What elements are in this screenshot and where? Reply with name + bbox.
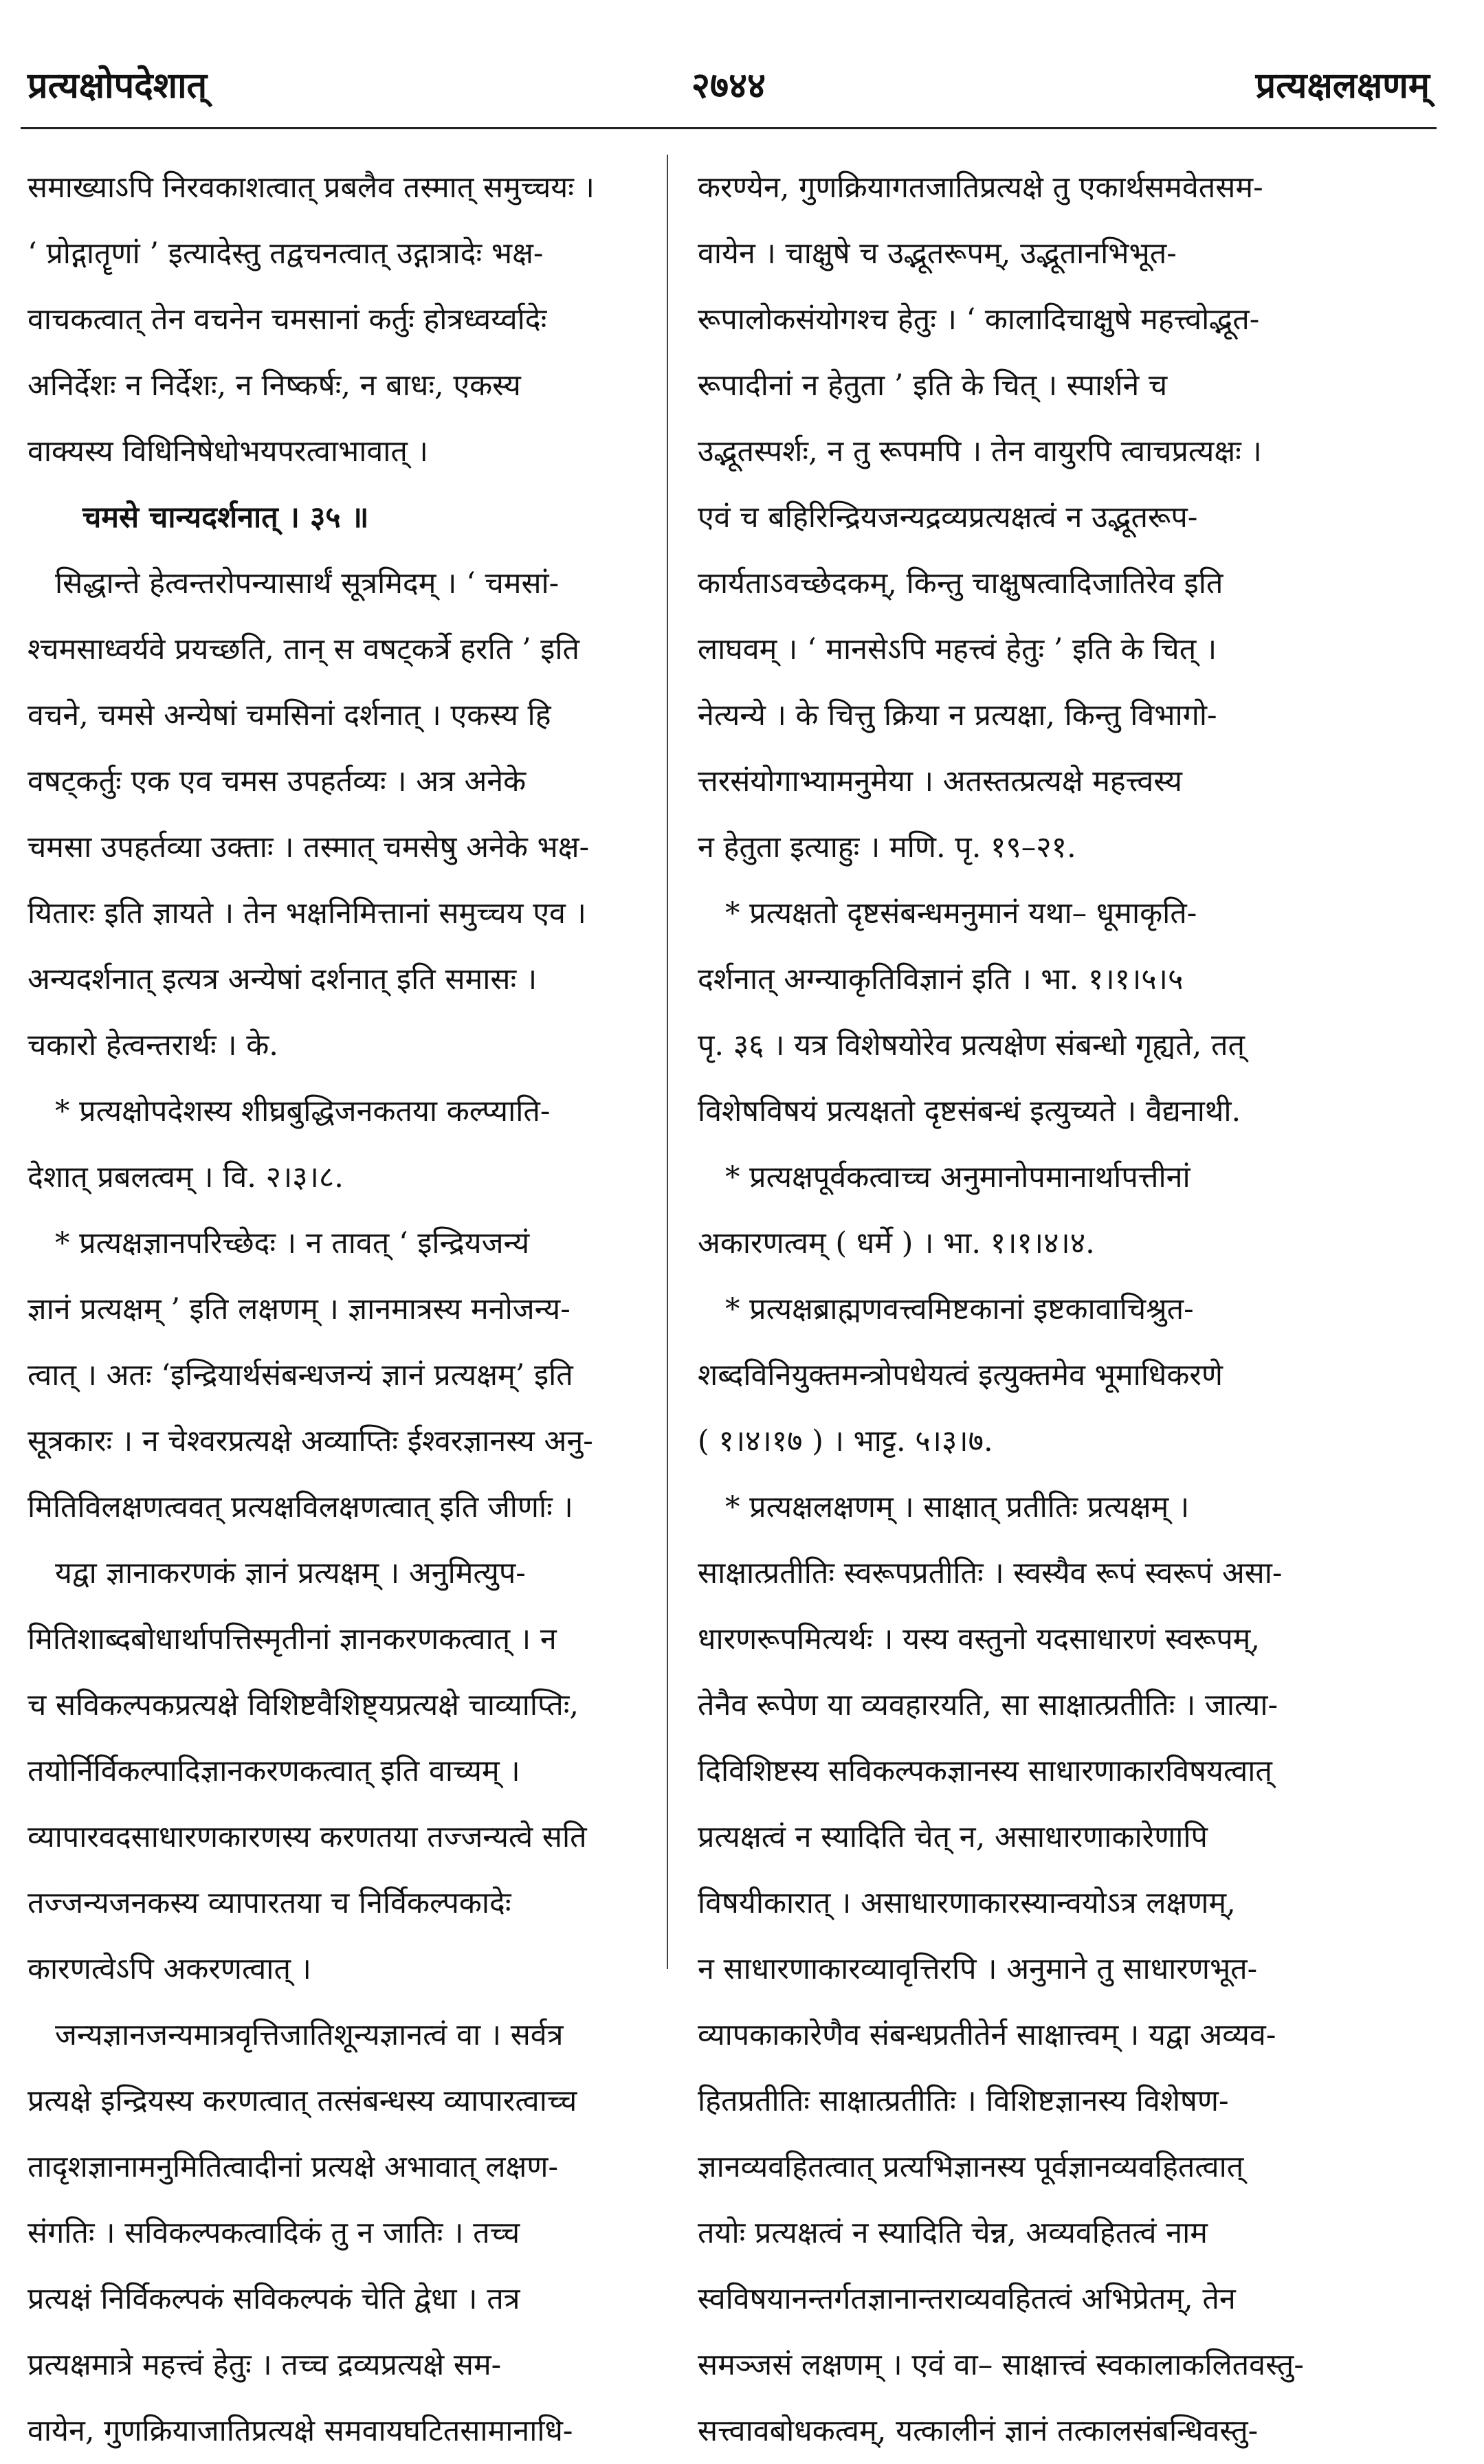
text-line: मितिविलक्षणत्ववत् प्रत्यक्षविलक्षणत्वात् इति जीर्णाः । xyxy=(27,1490,573,1524)
text-line: प्रत्यक्षत्वं न स्यादिति चेत् न, असाधारणाकारेणापि xyxy=(698,1820,1208,1854)
right-column xyxy=(698,155,1333,2464)
text-line: लाघवम् । ‘ मानसेऽपि महत्त्वं हेतुः ’ इति के चित् । xyxy=(698,632,1217,667)
text-line: एवं च बहिरिन्द्रियजन्यद्रव्यप्रत्यक्षत्वं न उद्भूतरूप- xyxy=(698,500,1198,535)
text-line: अन्यदर्शनात् इत्यत्र अन्येषां दर्शनात् इति समासः । xyxy=(27,962,538,997)
text-line: तयोर्निर्विकल्पादिज्ञानकरणकत्वात् इति वाच्यम् । xyxy=(27,1754,520,1788)
sutra-heading: चमसे चान्यदर्शनात् । ३५ ॥ xyxy=(82,500,369,535)
text-line: त्तरसंयोगाभ्यामनुमेया । अतस्तत्प्रत्यक्षे महत्त्वस्य xyxy=(698,764,1182,799)
text-line: सत्त्वावबोधकत्वम्, यत्कालीनं ज्ञानं तत्कालसंबन्धिवस्तु- xyxy=(698,2414,1259,2448)
text-line: वषट्कर्तुः एक एव चमस उपहर्तव्यः । अत्र अनेके xyxy=(27,764,527,799)
text-line: नेत्यन्ये । के चित्तु क्रिया न प्रत्यक्षा, किन्तु विभागो- xyxy=(698,698,1217,733)
text-line: यितारः इति ज्ञायते । तेन भक्षनिमित्तानां समुच्चय एव । xyxy=(27,896,586,931)
text-line: जन्यज्ञानजन्यमात्रवृत्तिजातिशून्यज्ञानत्वं वा । सर्वत्र xyxy=(55,2018,564,2052)
text-line: प्रत्यक्षे इन्द्रियस्य करणत्वात् तत्संबन्धस्य व्यापारत्वाच्च xyxy=(27,2084,577,2118)
text-line: यद्वा ज्ञानाकरणकं ज्ञानं प्रत्यक्षम् । अनुमित्युप- xyxy=(55,1556,526,1590)
text-line: करण्येन, गुणक्रियागतजातिप्रत्यक्षे तु एकार्थसमवेतसम- xyxy=(698,170,1263,205)
text-line: सूत्रकारः । न चेश्वरप्रत्यक्षे अव्याप्तिः ईश्वरज्ञानस्य अनु- xyxy=(27,1424,593,1458)
entry-heading: * प्रत्यक्षोपदेशस्य शीघ्रबुद्धिजनकतया कल्प्याति- xyxy=(55,1094,551,1129)
entry-heading: * प्रत्यक्षब्राह्मणवत्त्वमिष्टकानां इष्टकावाचिश्रुत- xyxy=(725,1292,1194,1327)
entry-heading: * प्रत्यक्षतो दृष्टसंबन्धमनुमानं यथा– धूमाकृति- xyxy=(725,896,1197,931)
text-line: अकारणत्वम् ( धर्मे ) । भा. १।१।४।४. xyxy=(698,1226,1095,1261)
header-left-headword: प्रत्यक्षोपदेशात् xyxy=(27,65,208,107)
text-line: समञ्जसं लक्षणम् । एवं वा– साक्षात्त्वं स्वकालाकलितवस्तु- xyxy=(698,2348,1304,2382)
text-line: पृ. ३६ । यत्र विशेषयोरेव प्रत्यक्षेण संबन्धो गृह्यते, तत् xyxy=(698,1028,1245,1063)
text-line: कार्यताऽवच्छेदकम्, किन्तु चाक्षुषत्वादिजातिरेव इति xyxy=(698,566,1223,601)
text-line: व्यापारवदसाधारणकारणस्य करणतया तज्जन्यत्वे सति xyxy=(27,1820,587,1854)
page-number: २७४४ xyxy=(691,65,766,107)
text-line: दिविशिष्टस्य सविकल्पकज्ञानस्य साधारणाकारविषयत्वात् xyxy=(698,1754,1272,1788)
text-line: समाख्याऽपि निरवकाशत्वात् प्रबलैव तस्मात् समुच्चयः । xyxy=(27,170,595,205)
entry-heading: * प्रत्यक्षलक्षणम् । साक्षात् प्रतीतिः प्रत्यक्षम् । xyxy=(725,1490,1190,1524)
text-line: ज्ञानव्यवहितत्वात् प्रत्यभिज्ञानस्य पूर्वज्ञानव्यवहितत्वात् xyxy=(698,2150,1244,2184)
left-column xyxy=(27,155,663,2464)
text-line: वाचकत्वात् तेन वचनेन चमसानां कर्तुः होत्रध्वर्य्वादेः xyxy=(27,302,547,337)
text-line: व्यापकाकारेणैव संबन्धप्रतीतेर्न साक्षात्त्वम् । यद्वा अव्यव- xyxy=(698,2018,1276,2052)
text-line: तादृशज्ञानामनुमितित्वादीनां प्रत्यक्षे अभावात् लक्षण- xyxy=(27,2150,559,2184)
text-line: शब्दविनियुक्तमन्त्रोपधेयत्वं इत्युक्तमेव भूमाधिकरणे xyxy=(698,1358,1223,1392)
text-line: च सविकल्पकप्रत्यक्षे विशिष्टवैशिष्ट्यप्रत्यक्षे चाव्याप्तिः, xyxy=(27,1688,579,1722)
text-line: तयोः प्रत्यक्षत्वं न स्यादिति चेन्न, अव्यवहितत्वं नाम xyxy=(698,2216,1208,2250)
text-line: वायेन । चाक्षुषे च उद्भूतरूपम्, उद्भूतानभिभूत- xyxy=(698,236,1177,271)
text-line: धारणरूपमित्यर्थः । यस्य वस्तुनो यदसाधारणं स्वरूपम्, xyxy=(698,1622,1260,1656)
text-line: श्चमसाध्वर्यवे प्रयच्छति, तान् स वषट्कर्त्रे हरति ’ इति xyxy=(27,632,580,667)
text-line: साक्षात्प्रतीतिः स्वरूपप्रतीतिः । स्वस्यैव रूपं स्वरूपं असा- xyxy=(698,1556,1283,1590)
text-line: वायेन, गुणक्रियाजातिप्रत्यक्षे समवायघटितसामानाधि- xyxy=(27,2414,573,2448)
text-line: दर्शनात् अग्न्याकृतिविज्ञानं इति । भा. १।१।५।५ xyxy=(698,962,1184,997)
text-line: तज्जन्यजनकस्य व्यापारतया च निर्विकल्पकादेः xyxy=(27,1886,511,1920)
text-line: रूपादीनां न हेतुता ’ इति के चित् । स्पार्शने च xyxy=(698,368,1168,403)
page-header xyxy=(27,48,1430,124)
text-line: विषयीकारात् । असाधारणाकारस्यान्वयोऽत्र लक्षणम्, xyxy=(698,1886,1236,1920)
header-right-headword: प्रत्यक्षलक्षणम् xyxy=(1255,65,1430,107)
text-line: अनिर्देशः न निर्देशः, न निष्कर्षः, न बाधः, एकस्य xyxy=(27,368,521,403)
text-line: ‘ प्रोद्गातॄणां ’ इत्यादेस्तु तद्वचनत्वात् उद्गात्रादेः भक्ष- xyxy=(27,236,544,271)
text-line: उद्भूतस्पर्शः, न तु रूपमपि । तेन वायुरपि त्वाचप्रत्यक्षः । xyxy=(698,434,1262,469)
header-rule xyxy=(21,127,1437,129)
text-line: न साधारणाकारव्यावृत्तिरपि । अनुमाने तु साधारणभूत- xyxy=(698,1952,1258,1986)
text-line: सिद्धान्ते हेत्वन्तरोपन्यासार्थं सूत्रमिदम् । ‘ चमसां- xyxy=(55,566,560,601)
text-line: चमसा उपहर्तव्या उक्ताः । तस्मात् चमसेषु अनेके भक्ष- xyxy=(27,830,590,865)
text-line: विशेषविषयं प्रत्यक्षतो दृष्टसंबन्धं इत्युच्यते । वैद्यनाथी. xyxy=(698,1094,1241,1129)
text-line: ज्ञानं प्रत्यक्षम् ’ इति लक्षणम् । ज्ञानमात्रस्य मनोजन्य- xyxy=(27,1292,571,1327)
text-line: त्वात् । अतः ‘इन्द्रियार्थसंबन्धजन्यं ज्ञानं प्रत्यक्षम्’ इति xyxy=(27,1358,573,1392)
text-line: वाक्यस्य विधिनिषेधोभयपरत्वाभावात् । xyxy=(27,434,428,469)
text-line: प्रत्यक्षं निर्विकल्पकं सविकल्पकं चेति द्वेधा । तत्र xyxy=(27,2282,520,2316)
text-line: न हेतुता इत्याहुः । मणि. पृ. १९–२१. xyxy=(698,830,1076,865)
text-line: स्वविषयानन्तर्गतज्ञानान्तराव्यवहितत्वं अभिप्रेतम्, तेन xyxy=(698,2282,1236,2316)
text-line: हितप्रतीतिः साक्षात्प्रतीतिः । विशिष्टज्ञानस्य विशेषण- xyxy=(698,2084,1229,2118)
text-line: तेनैव रूपेण या व्यवहारयति, सा साक्षात्प्रतीतिः । जात्या- xyxy=(698,1688,1278,1722)
text-line: ( १।४।१७ ) । भाट्ट. ५।३।७. xyxy=(698,1424,993,1458)
text-line: चकारो हेत्वन्तरार्थः । के. xyxy=(27,1028,278,1063)
entry-heading: * प्रत्यक्षपूर्वकत्वाच्च अनुमानोपमानार्थापत्तीनां xyxy=(725,1160,1190,1195)
text-line: वचने, चमसे अन्येषां चमसिनां दर्शनात् । एकस्य हि xyxy=(27,698,551,733)
column-divider xyxy=(667,155,668,1969)
text-line: कारणत्वेऽपि अकरणत्वात् । xyxy=(27,1952,311,1986)
text-line: देशात् प्रबलत्वम् । वि. २।३।८. xyxy=(27,1160,344,1195)
text-line: संगतिः । सविकल्पकत्वादिकं तु न जातिः । तच्च xyxy=(27,2216,520,2250)
text-line: रूपालोकसंयोगश्च हेतुः । ‘ कालादिचाक्षुषे महत्त्वोद्भूत- xyxy=(698,302,1260,337)
text-line: मितिशाब्दबोधार्थापत्तिस्मृतीनां ज्ञानकरणकत्वात् । न xyxy=(27,1622,557,1656)
text-line: प्रत्यक्षमात्रे महत्त्वं हेतुः । तच्च द्रव्यप्रत्यक्षे सम- xyxy=(27,2348,502,2382)
entry-heading: * प्रत्यक्षज्ञानपरिच्छेदः । न तावत् ‘ इन्द्रियजन्यं xyxy=(55,1226,530,1261)
